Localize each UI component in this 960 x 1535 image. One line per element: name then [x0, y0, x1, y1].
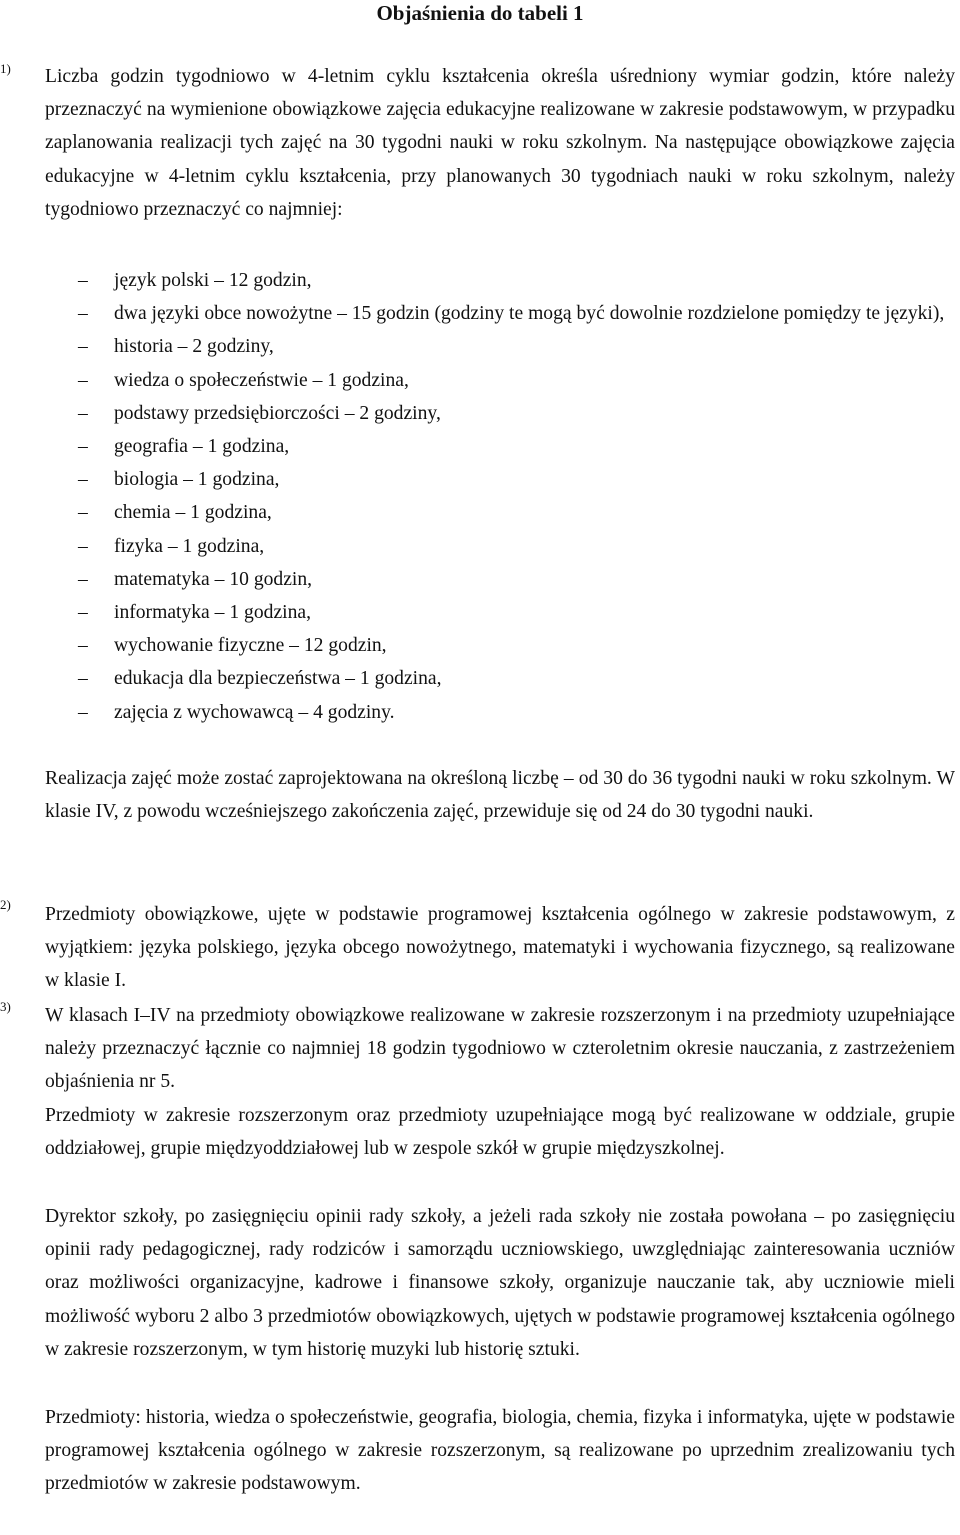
dash-bullet: – [78, 568, 88, 590]
dash-bullet: – [78, 303, 88, 325]
dash-bullet: – [78, 668, 88, 690]
list-item: – informatyka – 1 godzina, [78, 596, 955, 629]
dash-bullet: – [78, 535, 88, 557]
dash-bullet: – [78, 502, 88, 524]
note-3-paragraph-3: Dyrektor szkoły, po zasięgnięciu opinii rady szkoły, a jeżeli rada szkoły nie została powołana – po zasięgnięciu opinii rady pedagogicznej, rady rodziców i samorządu uczniowskiego, uwzględniając zainteresowania uczniów oraz możliwości organizacyjne, kadrowe i finansowe szkoły, organizuje nauczanie tak, aby uczniowie mieli możliwość wyboru 2 albo 3 przedmiotów obowiązkowych, ujętych w podstawie programowej kształcenia ogólnego w zakresie rozszerzonym, w tym historię muzyki lub historię sztuki. [45, 1206, 955, 1360]
footnote-marker-1: 1) [0, 61, 11, 76]
list-item: – podstawy przedsiębiorczości – 2 godziny, [78, 397, 955, 430]
list-item: – dwa języki obce nowożytne – 15 godzin (godziny te mogą być dowolnie rozdzielone pomiędzy te języki), [78, 297, 955, 330]
list-item: – fizyka – 1 godzina, [78, 530, 955, 563]
note-1-closing: Realizacja zajęć może zostać zaprojektowana na określoną liczbę – od 30 do 36 tygodni nauki w roku szkolnym. W klasie IV, z powodu wcześniejszego zakończenia zajęć, przewiduje się od 24 do 30 tygodni nauki. [45, 768, 955, 823]
list-item: – wiedza o społeczeństwie – 1 godzina, [78, 364, 955, 397]
dash-bullet: – [78, 270, 88, 291]
page-title: Objaśnienia do tabeli 1 [376, 1, 584, 25]
dash-bullet: – [78, 469, 88, 491]
dash-bullet: – [78, 436, 88, 458]
dash-bullet: – [78, 701, 88, 723]
footnote-marker-2: 2) [0, 897, 11, 912]
dash-bullet: – [78, 336, 88, 358]
list-item: – matematyka – 10 godzin, [78, 563, 955, 596]
note-3-paragraph-4: Przedmioty: historia, wiedza o społeczeństwie, geografia, biologia, chemia, fizyka i informatyka, ujęte w podstawie programowej kształcenia ogólnego w zakresie rozszerzonym, są realizowane po uprzednim zrealizowaniu tych przedmiotów w zakresie podstawowym. [45, 1407, 955, 1495]
note-3-paragraph-1: W klasach I–IV na przedmioty obowiązkowe realizowane w zakresie rozszerzonym i na przedmioty uzupełniające należy przeznaczyć łącznie co najmniej 18 godzin tygodniowo w czteroletnim okresie nauczania, z zastrzeżeniem objaśnienia nr 5. [45, 1005, 955, 1093]
note-1-intro: Liczba godzin tygodniowo w 4-letnim cyklu kształcenia określa uśredniony wymiar godzin, które należy przeznaczyć na wymienione obowiązkowe zajęcia edukacyjne realizowane w zakresie podstawowym, w przypadku zaplanowania realizacji tych zajęć na 30 tygodni nauki w roku szkolnym. Na następujące obowiązkowe zajęcia edukacyjne w 4-letnim cyklu kształcenia, przy planowanych 30 tygodniach nauki w roku szkolnym, należy tygodniowo przeznaczyć co najmniej: [45, 66, 955, 220]
dash-bullet: – [78, 602, 88, 624]
footnote-marker-3: 3) [0, 999, 11, 1014]
dash-bullet: – [78, 635, 88, 657]
dash-bullet: – [78, 402, 88, 424]
list-item: – język polski – 12 godzin, [78, 264, 955, 297]
note-3-paragraph-2: Przedmioty w zakresie rozszerzonym oraz przedmioty uzupełniające mogą być realizowane w oddziale, grupie oddziałowej, grupie międzyoddziałowej lub w zespole szkół w grupie międzyszkolnej. [45, 1105, 955, 1160]
list-item: – biologia – 1 godzina, [78, 463, 955, 496]
list-item: – historia – 2 godziny, [78, 330, 955, 363]
list-item: – wychowanie fizyczne – 12 godzin, [78, 629, 955, 662]
list-item: – geografia – 1 godzina, [78, 430, 955, 463]
list-item: – edukacja dla bezpieczeństwa – 1 godzina, [78, 662, 955, 695]
note-2-text: Przedmioty obowiązkowe, ujęte w podstawie programowej kształcenia ogólnego w zakresie podstawowym, z wyjątkiem: języka polskiego, języka obcego nowożytnego, matematyki i wychowania fizycznego, są realizowane w klasie I. [45, 904, 955, 992]
dash-bullet: – [78, 369, 88, 391]
list-item: – chemia – 1 godzina, [78, 496, 955, 529]
list-item: – zajęcia z wychowawcą – 4 godziny. [78, 696, 955, 729]
subject-hours-list [78, 264, 955, 729]
